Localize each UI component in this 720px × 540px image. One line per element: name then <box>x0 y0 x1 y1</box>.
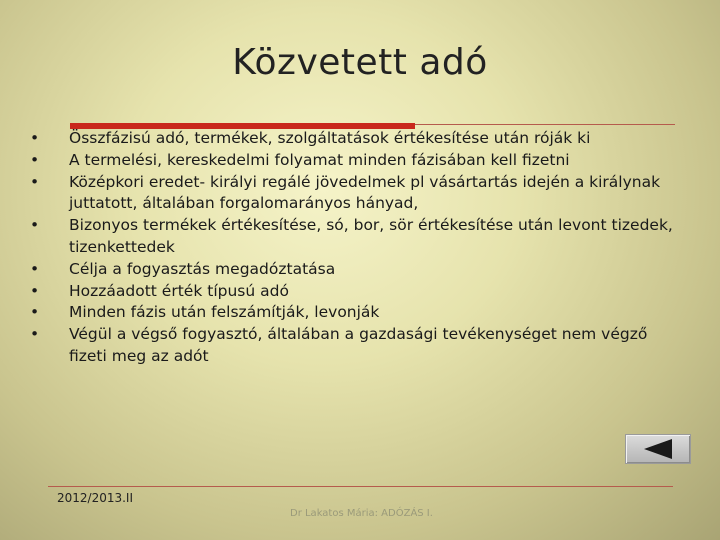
bullet-dot: • <box>30 129 40 147</box>
bullet-dot: • <box>30 216 40 235</box>
bullet-text: Végül a végső fogyasztó, általában a gazdasági tevékenységet nem végző fizeti meg az adót <box>69 325 648 365</box>
list-item <box>28 281 688 303</box>
bullet-text: Hozzáadott érték típusú adó <box>69 281 289 300</box>
list-item <box>28 302 688 324</box>
bullet-dot: • <box>30 303 40 322</box>
bullet-text: Célja a fogyasztás megadóztatása <box>69 259 336 278</box>
bullet-text: Bizonyos termékek értékesítése, só, bor, sör értékesítése után levont tizedek, tizenkettedek <box>69 216 673 256</box>
bullet-dot: • <box>30 172 40 191</box>
list-item <box>28 172 688 216</box>
list-item <box>28 215 688 259</box>
footer-author: Dr Lakatos Mária: ADÓZÁS I. <box>290 508 433 519</box>
list-item <box>28 128 688 150</box>
footer-year: 2012/2013.II <box>57 491 134 505</box>
bullet-text: Minden fázis után felszámítják, levonják <box>69 303 380 322</box>
bullet-dot: • <box>30 325 40 344</box>
bullet-dot: • <box>30 259 40 278</box>
list-item <box>28 150 688 172</box>
bullet-text: Összfázisú adó, termékek, szolgáltatások értékesítése után róják ki <box>69 129 591 147</box>
list-item <box>28 324 688 368</box>
footer-divider <box>48 486 673 487</box>
list-item <box>28 259 688 281</box>
bullet-list <box>28 128 688 368</box>
slide-title: Közvetett adó <box>232 42 488 83</box>
bullet-text: A termelési, kereskedelmi folyamat minden fázisában kell fizetni <box>69 150 570 169</box>
bullet-dot: • <box>30 281 40 300</box>
bullet-text: Középkori eredet- királyi regálé jövedelmek pl vásártartás idején a királynak juttatott, általában forgalomarányos hányad, <box>69 172 661 213</box>
bullet-dot: • <box>30 150 40 169</box>
back-triangle-icon <box>626 435 690 463</box>
back-button[interactable] <box>625 434 691 464</box>
